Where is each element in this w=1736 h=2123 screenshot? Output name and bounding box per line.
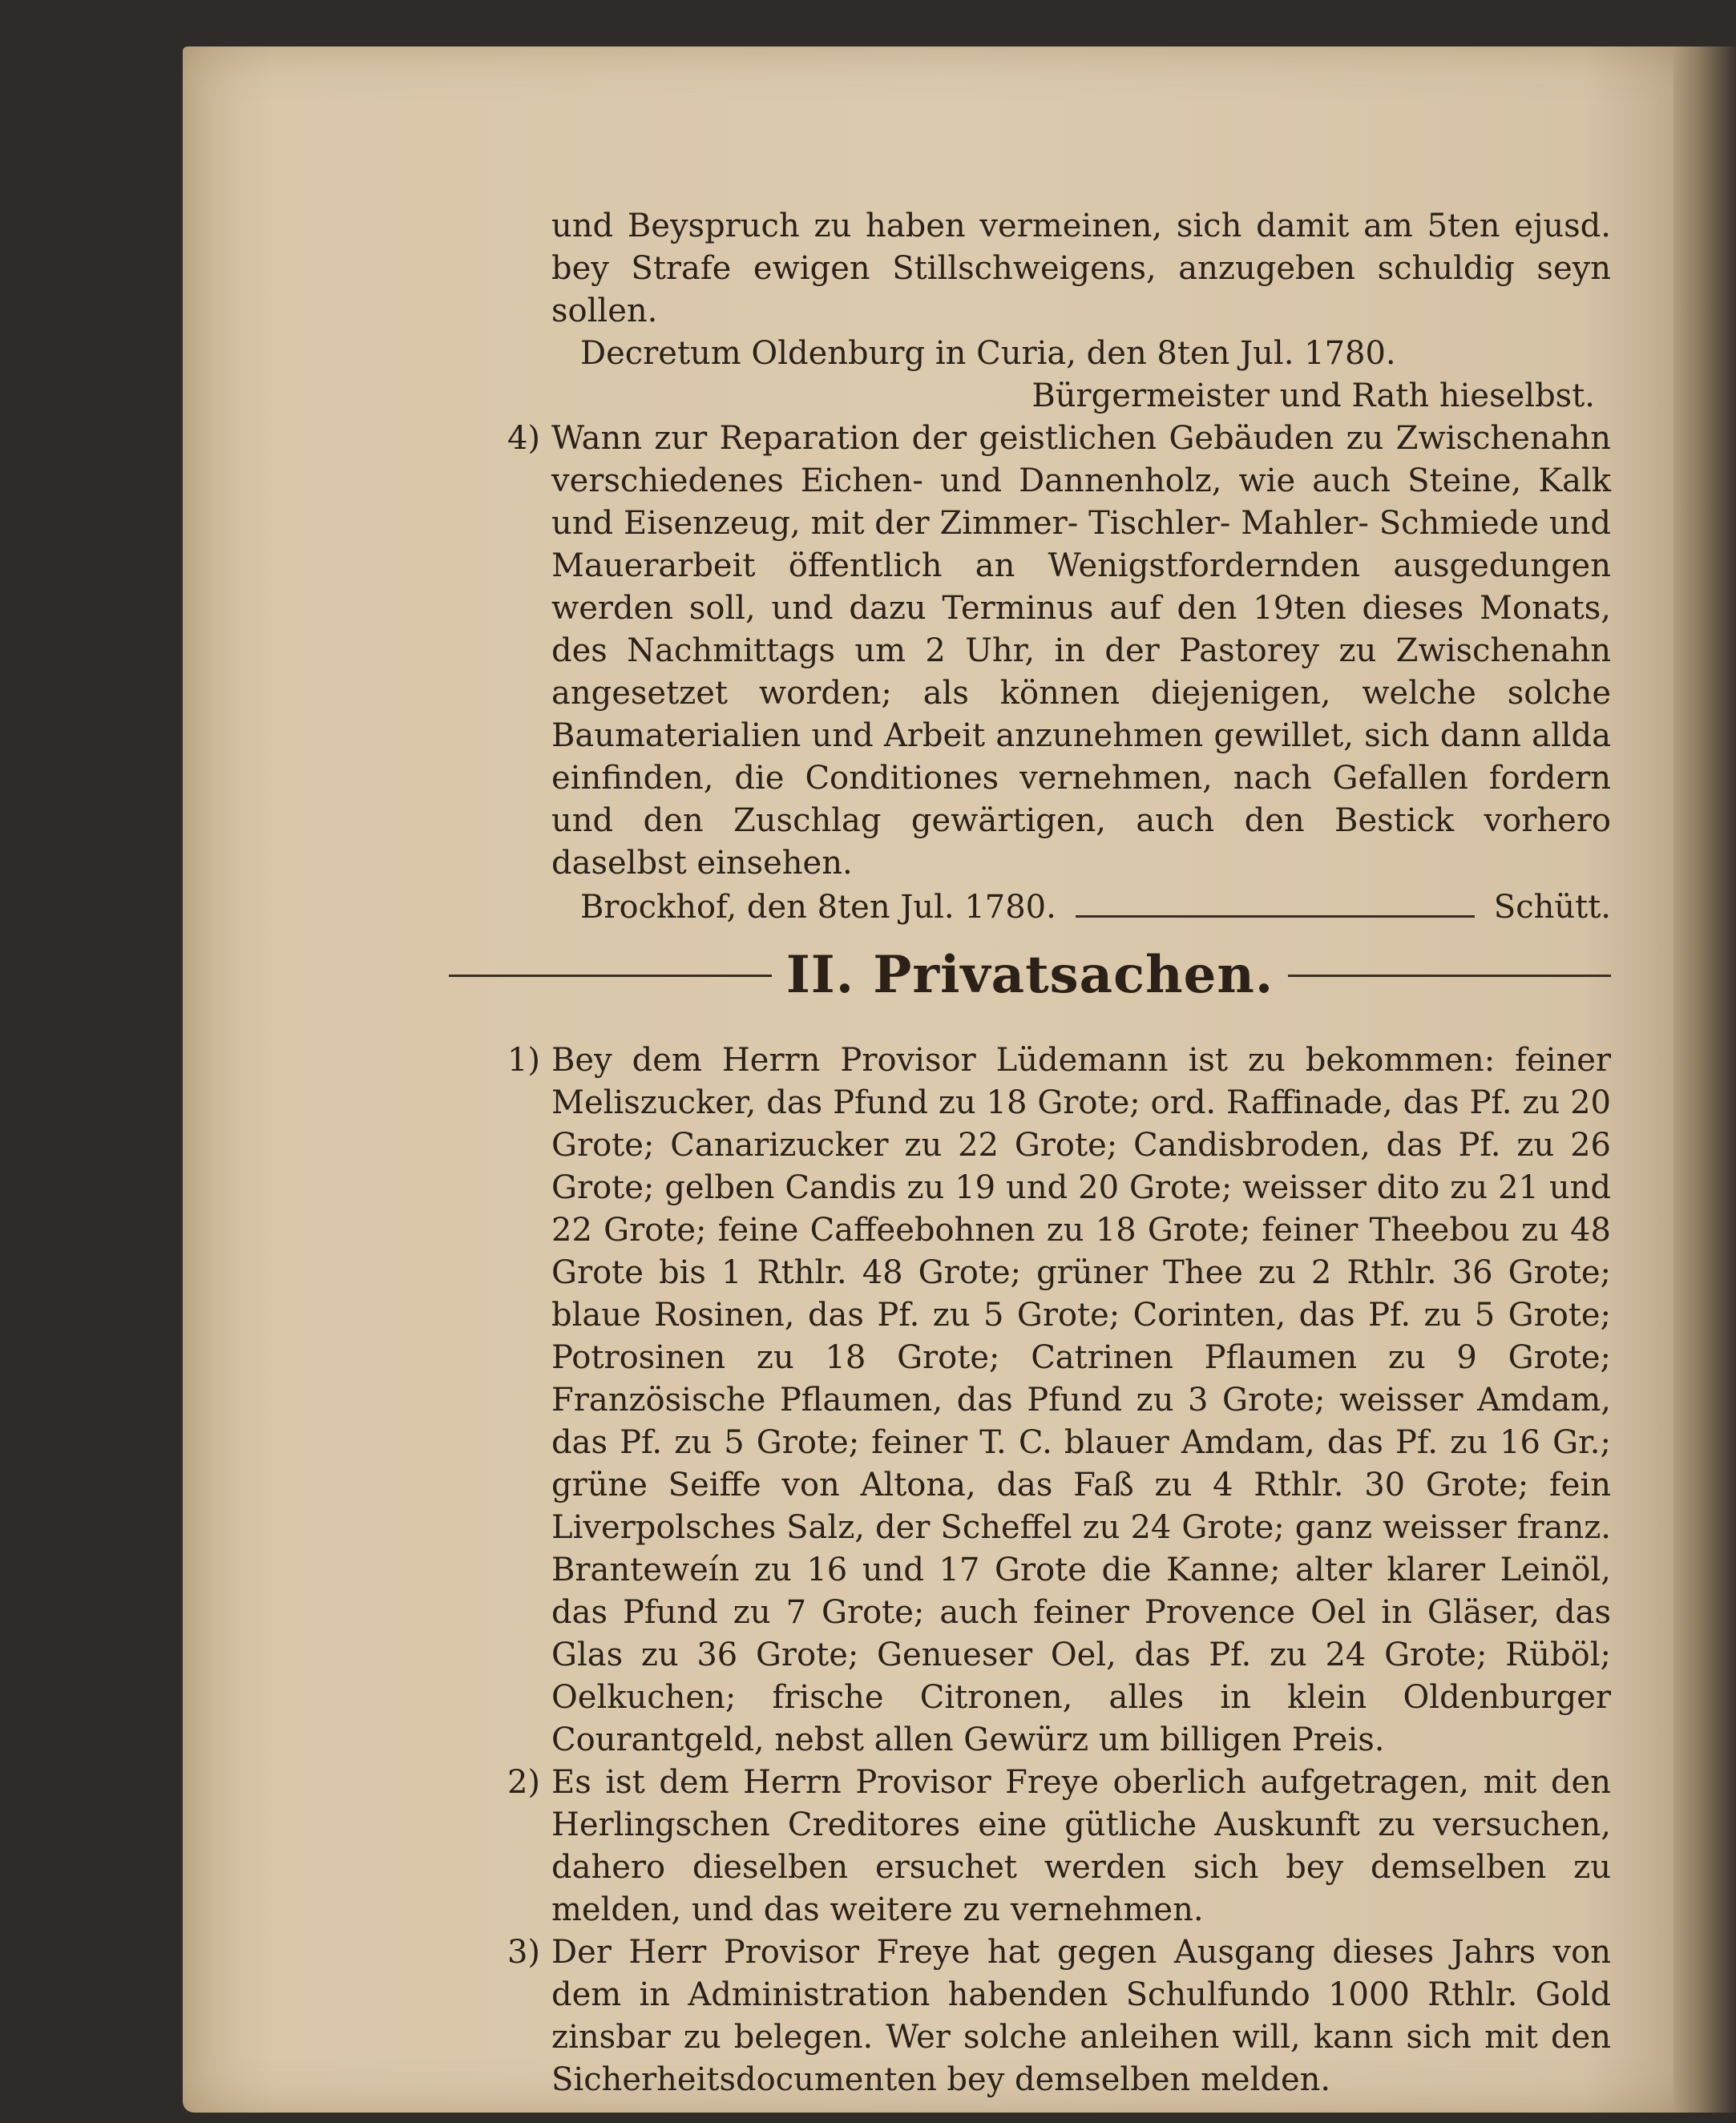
item-number: 3) — [507, 1934, 540, 1971]
heading-rule-left — [449, 975, 772, 977]
private-item-3-text: Der Herr Provisor Freye hat gegen Ausgang dieses Jahrs von dem in Administration habenden Schulfundo 1000 Rthlr. Gold zinsbar zu belegen. Wer solche anleihen will, kann sich mit den Sicherheitsdocumenten bey demselben melden. — [551, 1934, 1611, 2098]
section-heading-row — [449, 943, 1611, 1007]
item-number: 1) — [507, 1042, 540, 1079]
document-body — [507, 205, 1611, 2101]
decretum-line: Decretum Oldenburg in Curia, den 8ten Jul. 1780. — [580, 335, 1396, 372]
private-item-2-text: Es ist dem Herrn Provisor Freye oberlich aufgetragen, mit den Herlingschen Creditores eine gütliche Auskunft zu versuchen, dahero dieselben ersuchet werden sich bey demselben zu melden, und das weitere zu vernehmen. — [551, 1764, 1611, 1928]
place-date: Brockhof, den 8ten Jul. 1780. — [580, 889, 1056, 926]
private-item-3 — [507, 1931, 1611, 2101]
notice-item-4 — [507, 418, 1611, 885]
continuation-paragraph: und Beyspruch zu haben vermeinen, sich damit am 5ten ejusd. bey Strafe ewigen Stillschweigens, anzugeben schuldig seyn sollen. — [551, 208, 1611, 329]
item-number: 4) — [507, 420, 540, 457]
item-number: 2) — [507, 1764, 540, 1801]
private-item-2 — [507, 1762, 1611, 1931]
notice-item-4-text: Wann zur Reparation der geistlichen Gebäuden zu Zwischenahn verschiedenes Eichen- und Dannenholz, wie auch Steine, Kalk und Eisenzeug, mit der Zimmer- Tischler- Mahler- Schmiede und Mauerarbeit öffentlich an Wenigstfordernden ausgedungen werden soll, und dazu Terminus auf den 19ten dieses Monats, des Nachmittags um 2 Uhr, in der Pastorey zu Zwischenahn angesetzet worden; als können diejenigen, welche solche Baumaterialien und Arbeit anzunehmen gewillet, sich dann allda einfinden, die Conditiones vernehmen, nach Gefallen fordern und den Zuschlag gewärtigen, auch den Bestick vorhero daselbst einsehen. — [551, 420, 1611, 882]
private-item-1 — [507, 1039, 1611, 1762]
private-item-1-text: Bey dem Herrn Provisor Lüdemann ist zu bekommen: feiner Meliszucker, das Pfund zu 18 Grote; ord. Raffinade, das Pf. zu 20 Grote; Canarizucker zu 22 Grote; Candisbroden, das Pf. zu 26 Grote; gelben Candis zu 19 und 20 Grote; weisser dito zu 21 und 22 Grote; feine Caffeebohnen zu 18 Grote; feiner Theebou zu 48 Grote bis 1 Rthlr. 48 Grote; grüner Thee zu 2 Rthlr. 36 Grote; blaue Rosinen, das Pf. zu 5 Grote; Corinten, das Pf. zu 5 Grote; Potrosinen zu 18 Grote; Catrinen Pflaumen zu 9 Grote; Französische Pflaumen, das Pfund zu 3 Grote; weisser Amdam, das Pf. zu 5 Grote; feiner T. C. blauer Amdam, das Pf. zu 16 Gr.; grüne Seiffe von Altona, das Faß zu 4 Rthlr. 30 Grote; fein Liverpolsches Salz, der Scheffel zu 24 Grote; ganz weisser franz. Branteweín zu 16 und 17 Grote die Kanne; alter klarer Leinöl, das Pfund zu 7 Grote; auch feiner Provence Oel in Gläser, das Glas zu 36 Grote; Genueser Oel, das Pf. zu 24 Grote; Rüböl; Oelkuchen; frische Citronen, alles in klein Oldenburger Courantgeld, nebst allen Gewürz um billigen Preis. — [551, 1042, 1611, 1758]
section-heading: II. Privatsachen. — [785, 945, 1274, 1005]
signature-council: Bürgermeister und Rath hieselbst. — [1032, 377, 1595, 414]
book-gutter — [1673, 46, 1736, 2113]
heading-rule-right — [1288, 975, 1611, 977]
signer-name: Schütt. — [1493, 889, 1611, 926]
item-4-signature-line — [551, 886, 1611, 929]
signature-rule — [1076, 915, 1475, 918]
